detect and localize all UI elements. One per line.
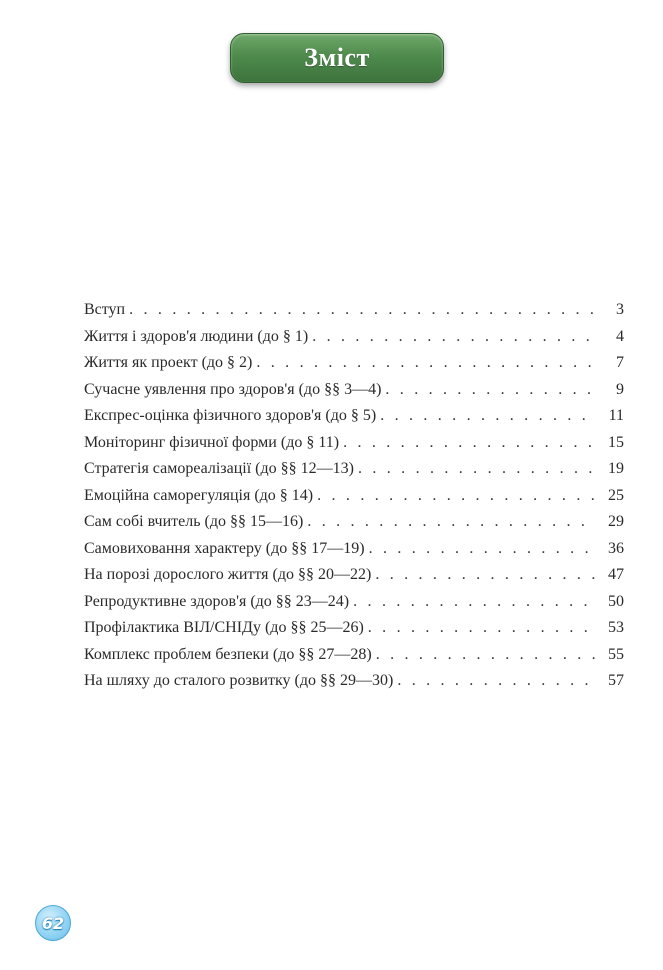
toc-entry[interactable] [84, 353, 624, 380]
toc-entry-label: Профілактика ВІЛ/СНІДу (до §§ 25—26) [84, 619, 364, 636]
toc-entry[interactable] [84, 459, 624, 486]
page-title: Зміст [304, 43, 370, 72]
toc-entry-page: 15 [608, 433, 624, 451]
toc-entry-label: Вступ [84, 301, 126, 318]
toc-leader-dots [317, 486, 596, 506]
toc-entry[interactable] [84, 486, 624, 513]
toc-entry[interactable] [84, 406, 624, 433]
toc-entry[interactable] [84, 592, 624, 619]
toc-leader-dots [353, 592, 596, 612]
toc-entry[interactable] [84, 645, 624, 672]
toc-entry[interactable] [84, 565, 624, 592]
toc-entry[interactable] [84, 300, 624, 327]
toc-leader-dots [343, 433, 596, 453]
toc-entry-label: На порозі дорослого життя (до §§ 20—22) [84, 566, 372, 583]
section-title-badge [230, 33, 444, 83]
toc-leader-dots [368, 618, 596, 638]
toc-entry-label: Сам собі вчитель (до §§ 15—16) [84, 513, 304, 530]
toc-leader-dots [385, 380, 596, 400]
toc-entry[interactable] [84, 380, 624, 407]
toc-entry-page: 55 [608, 645, 624, 663]
toc-entry[interactable] [84, 539, 624, 566]
toc-entry-page: 47 [608, 566, 624, 583]
toc-entry-label: Стратегія самореалізації (до §§ 12—13) [84, 460, 354, 477]
toc-entry-page: 7 [616, 354, 624, 371]
toc-entry[interactable] [84, 671, 624, 698]
toc-entry[interactable] [84, 433, 624, 460]
toc-entry-label: Самовиховання характеру (до §§ 17—19) [84, 539, 365, 557]
toc-entry[interactable] [84, 512, 624, 539]
toc-leader-dots [358, 459, 596, 479]
toc-entry-label: Сучасне уявлення про здоров'я (до §§ 3—4) [84, 380, 382, 398]
toc-leader-dots [369, 539, 596, 559]
toc-entry-page: 53 [608, 619, 624, 636]
toc-entry-label: Комплекс проблем безпеки (до §§ 27—28) [84, 645, 372, 663]
toc-entry[interactable] [84, 618, 624, 645]
toc-leader-dots [256, 353, 596, 373]
toc-entry[interactable] [84, 327, 624, 354]
toc-entry-page: 25 [608, 486, 624, 504]
toc-leader-dots [397, 671, 596, 691]
toc-leader-dots [312, 327, 596, 347]
toc-entry-label: Емоційна саморегуляція (до § 14) [84, 486, 314, 504]
page-number-badge [35, 905, 71, 941]
toc-entry-label: Моніторинг фізичної форми (до § 11) [84, 433, 340, 451]
table-of-contents [84, 300, 624, 698]
toc-entry-page: 57 [608, 672, 624, 689]
toc-leader-dots [375, 565, 596, 585]
toc-entry-label: Життя як проект (до § 2) [84, 354, 253, 371]
toc-entry-page: 3 [616, 301, 624, 318]
toc-leader-dots [380, 406, 596, 426]
toc-entry-page: 11 [608, 407, 624, 424]
toc-entry-page: 50 [608, 592, 624, 610]
toc-entry-page: 9 [616, 380, 624, 398]
toc-entry-label: Життя і здоров'я людини (до § 1) [84, 327, 309, 345]
toc-entry-label: Репродуктивне здоров'я (до §§ 23—24) [84, 592, 350, 610]
toc-entry-page: 36 [608, 539, 624, 557]
page-number: 62 [41, 913, 65, 933]
toc-entry-label: На шляху до сталого розвитку (до §§ 29—30) [84, 672, 394, 689]
toc-entry-page: 19 [608, 460, 624, 477]
toc-entry-page: 4 [616, 327, 624, 345]
toc-leader-dots [129, 300, 596, 320]
toc-entry-page: 29 [608, 513, 624, 530]
toc-leader-dots [376, 645, 596, 665]
toc-entry-label: Експрес-оцінка фізичного здоров'я (до § 5) [84, 407, 377, 424]
toc-leader-dots [307, 512, 596, 532]
